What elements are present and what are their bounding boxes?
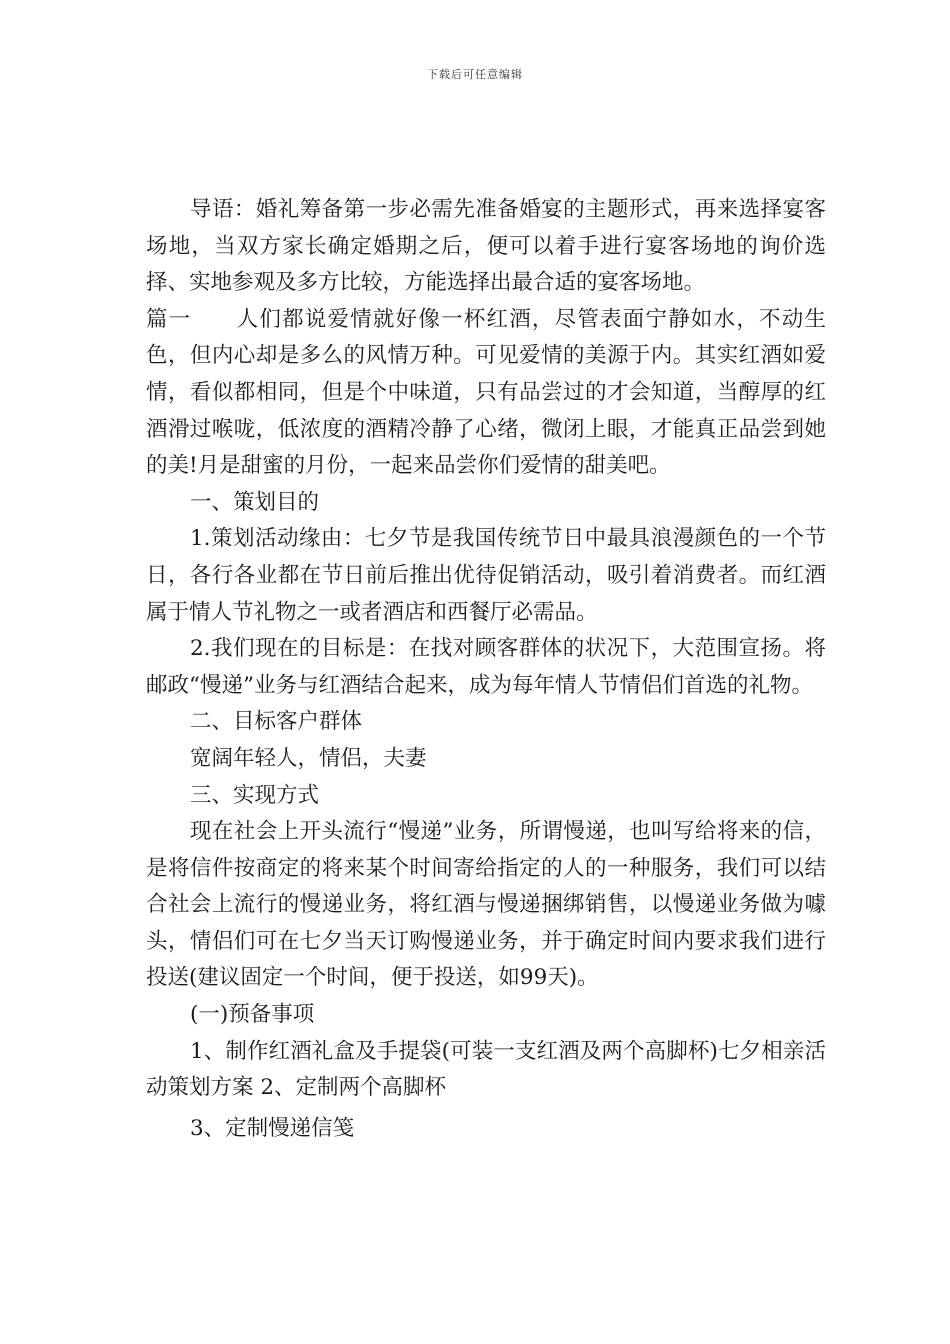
subsection-1-item-1: 1、制作红酒礼盒及手提袋(可装一支红酒及两个高脚杯)七夕相亲活动策划方案 2、定制两个高脚杯 bbox=[146, 1038, 826, 1101]
section-2-text: 宽阔年轻人，情侣，夫妻 bbox=[190, 745, 427, 771]
document-body bbox=[146, 192, 826, 1147]
section-1-item-1: 1.策划活动缘由：七夕节是我国传统节日中最具浪漫颜色的一个节日，各行各业都在节日前后推出优待促销活动，吸引着消费者。而红酒属于情人节礼物之一或者酒店和西餐厅必需品。 bbox=[146, 526, 826, 625]
subsection-1-heading: (一)预备事项 bbox=[190, 1002, 315, 1028]
intro-paragraph: 导语：婚礼筹备第一步必需先准备婚宴的主题形式，再来选择宴客场地，当双方家长确定婚期之后，便可以着手进行宴客场地的询价选择、实地参观及多方比较，方能选择出最合适的宴客场地。 bbox=[146, 197, 826, 296]
section-1-item-2: 2.我们现在的目标是：在找对顾客群体的状况下，大范围宣扬。将邮政“慢递”业务与红酒结合起来，成为每年情人节情侣们首选的礼物。 bbox=[146, 636, 826, 698]
section-pian-yi bbox=[146, 302, 826, 485]
pian-yi-label: 篇一 bbox=[146, 306, 192, 332]
page-header: 下载后可任意编辑 bbox=[427, 68, 523, 81]
section-2-heading: 二、目标客户群体 bbox=[190, 709, 363, 735]
section-3-text: 现在社会上开头流行“慢递”业务，所谓慢递，也叫写给将来的信，是将信件按商定的将来某个时间寄给指定的人的一种服务，我们可以结合社会上流行的慢递业务，将红酒与慢递捆绑销售，以慢递业务做为噱头，情侣们可在七夕当天订购慢递业务，并于确定时间内要求我们进行投送(建议固定一个时间，便于投送，如99天)。 bbox=[146, 819, 826, 991]
subsection-1-item-3: 3、定制慢递信笺 bbox=[190, 1115, 355, 1141]
pian-yi-text: 人们都说爱情就好像一杯红酒，尽管表面宁静如水，不动生色，但内心却是多么的风情万种。可见爱情的美源于内。其实红酒如爱情，看似都相同，但是个中味道，只有品尝过的才会知道，当醇厚的红酒滑过喉咙，低浓度的酒精冷静了心绪，微闭上眼，才能真正品尝到她的美!月是甜蜜的月份，一起来品尝你们爱情的甜美吧。 bbox=[146, 306, 826, 479]
section-1-heading: 一、策划目的 bbox=[190, 489, 320, 515]
section-3-heading: 三、实现方式 bbox=[190, 782, 320, 808]
